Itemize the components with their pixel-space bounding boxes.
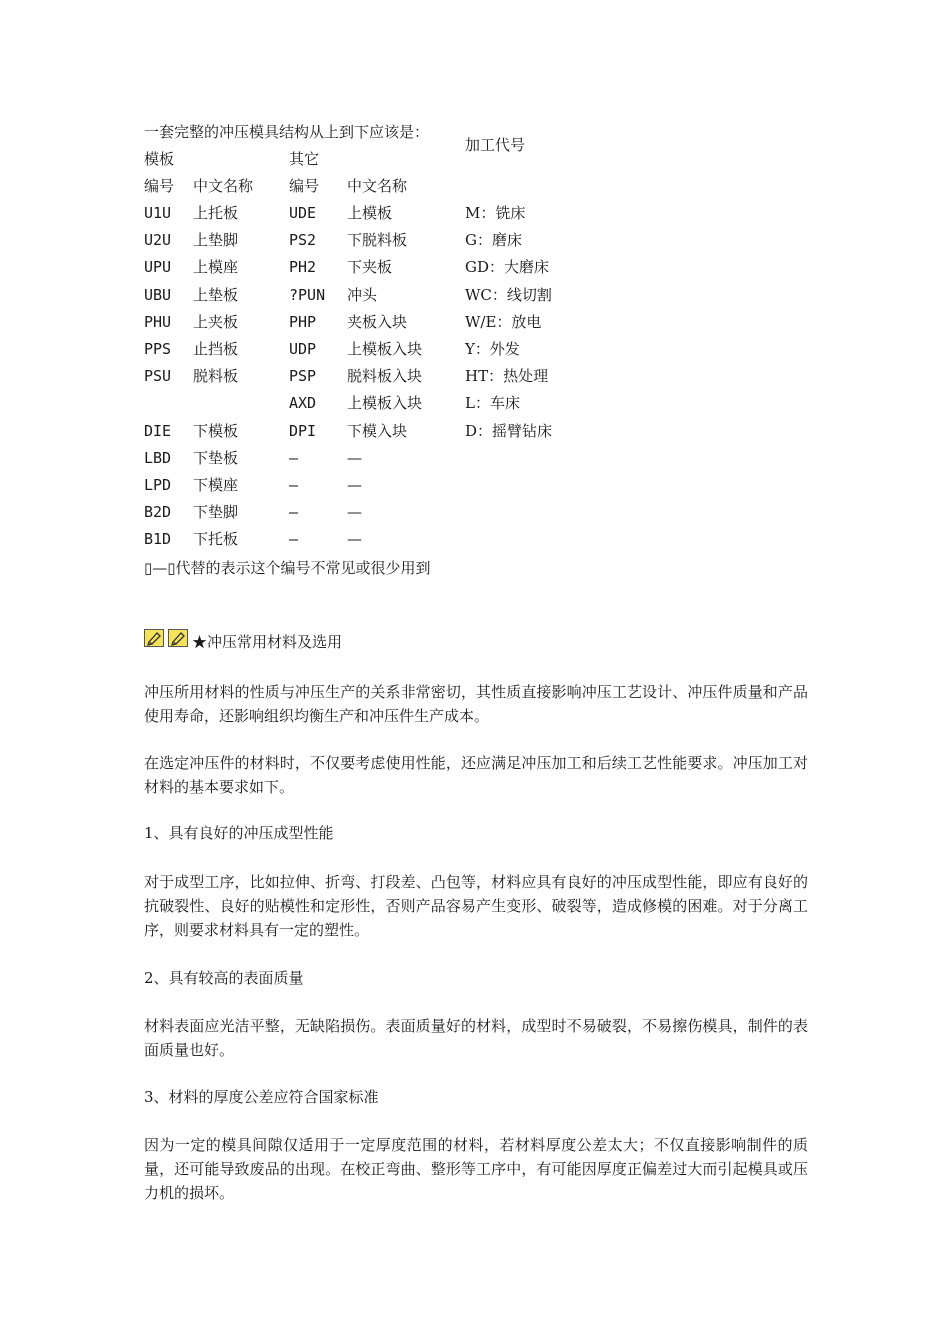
plate-code: LBD (144, 448, 172, 467)
template-group-heading: 模板 (144, 150, 175, 168)
plate-name: 下模座 (193, 476, 239, 494)
table-footnote: ▯—▯代替的表示这个编号不常见或很少用到 (144, 559, 431, 577)
other-name: 冲头 (347, 285, 378, 304)
plate-code: DIE (144, 421, 172, 440)
paragraph: 材料表面应光洁平整，无缺陷损伤。表面质量好的材料，成型时不易破裂，不易擦伤模具，制件的表面质量也好。 (144, 1017, 808, 1059)
plate-name: 上垫脚 (193, 231, 239, 250)
process-code: WC：线切割 (465, 285, 552, 304)
process-code-heading: 加工代号 (465, 136, 526, 154)
section-title: ★冲压常用材料及选用 (192, 633, 343, 651)
plate-code: U2U (144, 231, 172, 250)
other-code: ?PUN (289, 285, 326, 304)
process-code: L：车床 (465, 394, 520, 413)
paragraph: 因为一定的模具间隙仅适用于一定厚度范围的材料，若材料厚度公差太大；不仅直接影响制件的质量，还可能导致废品的出现。在校正弯曲、整形等工序中，有可能因厚度正偏差过大而引起模具或压力机的损坏。 (144, 1136, 808, 1202)
other-code: UDP (289, 340, 317, 358)
other-name: 下脱料板 (347, 231, 408, 250)
process-code: GD：大磨床 (465, 258, 550, 277)
process-code: D：摇臂钻床 (465, 421, 553, 440)
plate-name: 上托板 (193, 204, 239, 222)
other-code: — (289, 476, 299, 494)
plate-code: PPS (144, 340, 172, 358)
plate-name: 下托板 (193, 530, 239, 549)
other-name: — (347, 448, 362, 467)
subheading: 3、材料的厚度公差应符合国家标准 (144, 1088, 379, 1106)
other-code: PHP (289, 312, 317, 331)
other-name: 脱料板入块 (347, 367, 423, 386)
plate-name: 上模座 (193, 258, 239, 277)
other-name: 上模板入块 (347, 394, 423, 413)
column-header: 编号 (289, 177, 320, 195)
paragraph: 对于成型工序，比如拉伸、折弯、打段差、凸包等，材料应具有良好的冲压成型性能，即应有良好的抗破裂性、良好的贴模性和定形性，否则产品容易产生变形、破裂等，造成修模的困难。对于分离工序，则要求材料具有一定的塑性。 (144, 873, 808, 939)
plate-code: B2D (144, 503, 172, 522)
plate-code: B1D (144, 530, 172, 549)
other-code: — (289, 530, 299, 549)
other-code: PH2 (289, 258, 317, 277)
paragraph: 在选定冲压件的材料时，不仅要考虑使用性能，还应满足冲压加工和后续工艺性能要求。冲压加工对材料的基本要求如下。 (144, 754, 808, 796)
edit-icon (168, 629, 188, 647)
other-code: PS2 (289, 231, 317, 250)
plate-name: 下垫板 (193, 448, 239, 467)
plate-code: UBU (144, 285, 172, 304)
plate-name: 下模板 (193, 421, 239, 440)
other-code: DPI (289, 421, 317, 440)
other-name: — (347, 476, 362, 494)
plate-code: PHU (144, 312, 172, 331)
other-name: 上模板入块 (347, 340, 423, 358)
plate-name: 脱料板 (193, 367, 239, 386)
process-code: Y：外发 (465, 340, 520, 358)
process-code: HT：热处理 (465, 367, 549, 386)
column-header: 中文名称 (193, 177, 254, 195)
plate-code: U1U (144, 204, 172, 222)
plate-name: 下垫脚 (193, 503, 239, 522)
paragraph: 冲压所用材料的性质与冲压生产的关系非常密切，其性质直接影响冲压工艺设计、冲压件质量和产品使用寿命，还影响组织均衡生产和冲压件生产成本。 (144, 683, 808, 725)
other-code: — (289, 448, 299, 467)
edit-icon (144, 629, 164, 647)
subheading: 1、具有良好的冲压成型性能 (144, 824, 334, 842)
other-code: — (289, 503, 299, 522)
other-code: UDE (289, 204, 317, 222)
page-title: 一套完整的冲压模具结构从上到下应该是： (144, 123, 430, 141)
subheading: 2、具有较高的表面质量 (144, 969, 304, 987)
plate-code: LPD (144, 476, 172, 494)
plate-name: 止挡板 (193, 340, 239, 358)
other-name: 下模入块 (347, 421, 408, 440)
other-code: AXD (289, 394, 317, 413)
process-code: M：铣床 (465, 204, 526, 222)
column-header: 中文名称 (347, 177, 408, 195)
plate-name: 上垫板 (193, 285, 239, 304)
other-group-heading: 其它 (289, 150, 320, 168)
plate-name: 上夹板 (193, 312, 239, 331)
other-name: — (347, 530, 362, 549)
other-name: 上模板 (347, 204, 393, 222)
column-header: 编号 (144, 177, 175, 195)
other-name: — (347, 503, 362, 522)
process-code: G：磨床 (465, 231, 522, 250)
plate-code: UPU (144, 258, 172, 277)
other-name: 下夹板 (347, 258, 393, 277)
other-name: 夹板入块 (347, 312, 408, 331)
plate-code: PSU (144, 367, 172, 386)
process-code: W/E：放电 (465, 312, 542, 331)
other-code: PSP (289, 367, 317, 386)
